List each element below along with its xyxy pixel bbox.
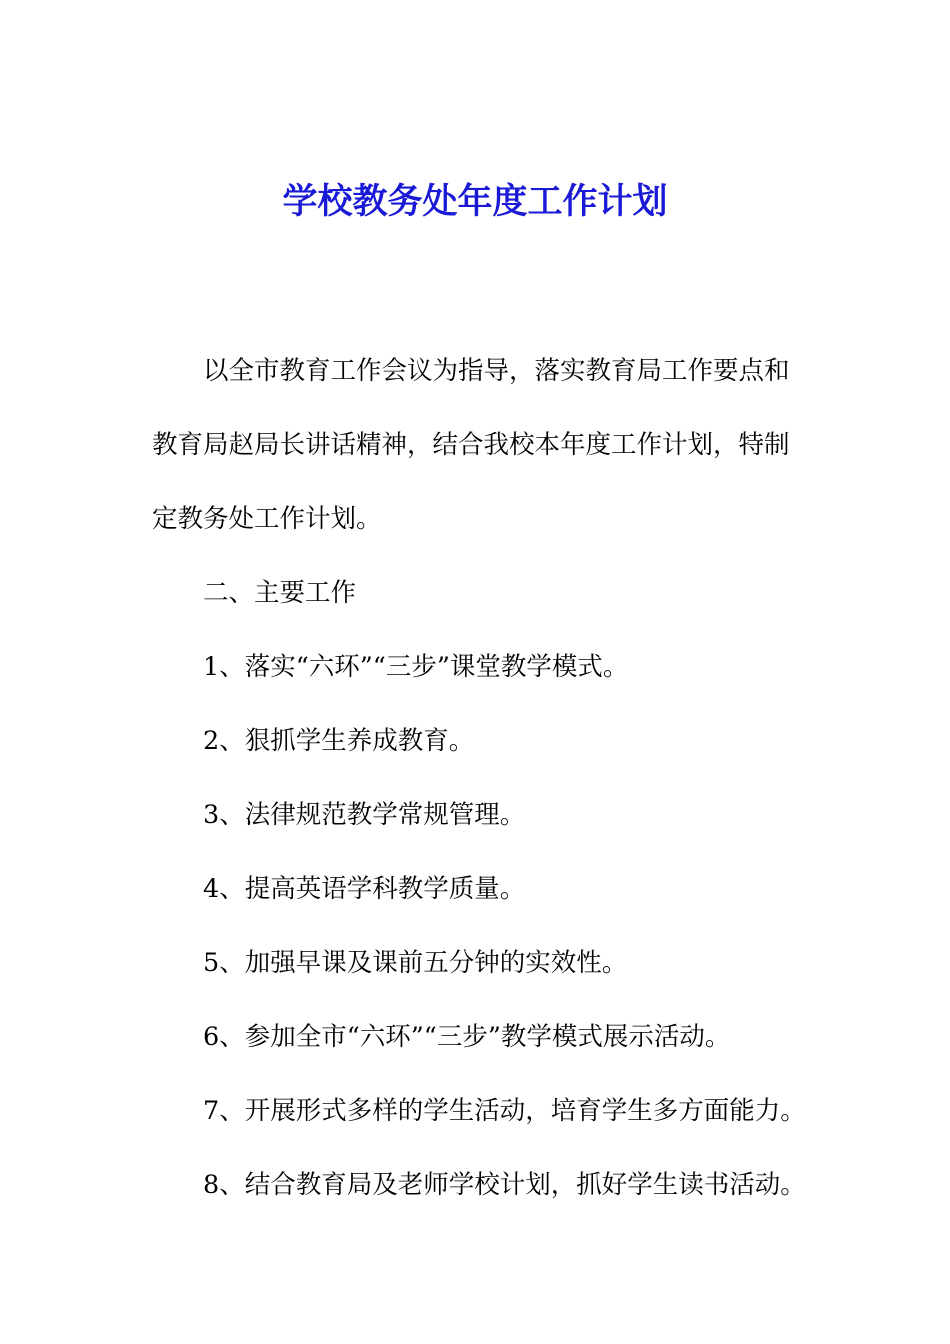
list-item: 5、加强早课及课前五分钟的实效性。	[203, 948, 628, 978]
document-title: 学校教务处年度工作计划	[282, 182, 668, 222]
list-item: 2、狠抓学生养成教育。	[203, 726, 475, 756]
intro-paragraph: 以全市教育工作会议为指导，落实教育局工作要点和教育局赵局长讲话精神，结合我校本年度工作计划，特制定教务处工作计划。	[152, 356, 790, 534]
list-item: 7、开展形式多样的学生活动，培育学生多方面能力。	[203, 1096, 806, 1126]
list-item: 4、提高英语学科教学质量。	[203, 874, 526, 904]
list-item: 3、法律规范教学常规管理。	[203, 800, 526, 830]
list-item: 8、结合教育局及老师学校计划，抓好学生读书活动。	[203, 1170, 806, 1200]
list-item: 1、落实“六环”“三步”课堂教学模式。	[203, 652, 629, 682]
list-item: 6、参加全市“六环”“三步”教学模式展示活动。	[203, 1022, 731, 1052]
section-heading: 二、主要工作	[203, 578, 357, 608]
document-body	[152, 334, 806, 1222]
